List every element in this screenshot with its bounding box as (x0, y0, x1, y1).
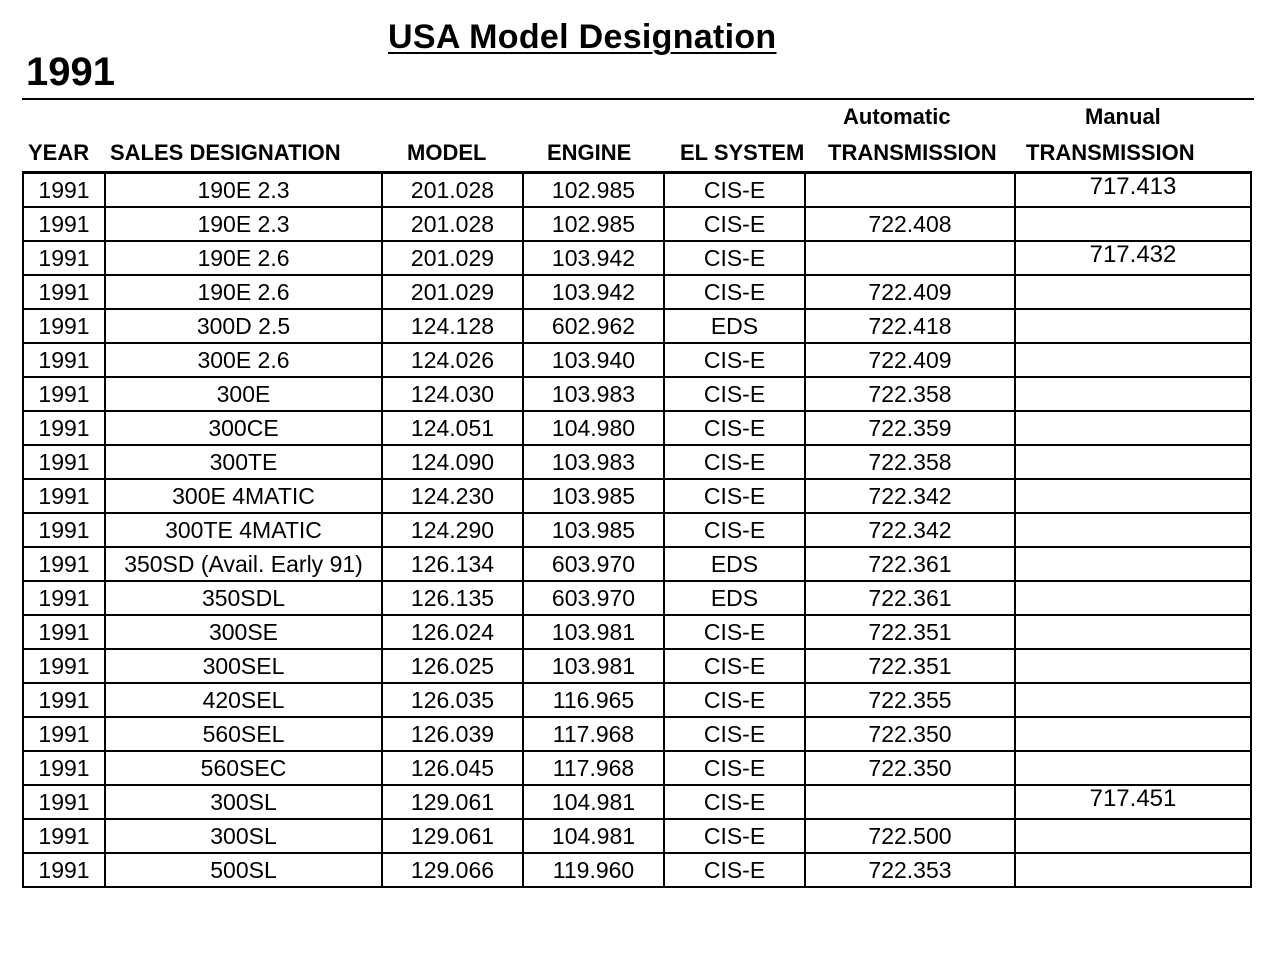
table-row (23, 615, 1251, 649)
cell-year: 1991 (23, 683, 105, 717)
cell-automatic-transmission: 722.342 (805, 479, 1015, 513)
cell-el-system: CIS-E (664, 615, 805, 649)
cell-engine: 104.981 (523, 819, 664, 853)
table-row (23, 683, 1251, 717)
table-row (23, 581, 1251, 615)
cell-el-system: CIS-E (664, 207, 805, 241)
table-row (23, 445, 1251, 479)
table-row (23, 173, 1251, 208)
cell-model: 126.135 (382, 581, 523, 615)
cell-manual-transmission (1015, 615, 1251, 649)
table-row (23, 309, 1251, 343)
cell-sales-designation: 350SD (Avail. Early 91) (105, 547, 382, 581)
cell-year: 1991 (23, 207, 105, 241)
cell-year: 1991 (23, 411, 105, 445)
column-header-el-system: EL SYSTEM (680, 140, 805, 165)
cell-automatic-transmission: 722.353 (805, 853, 1015, 887)
cell-model: 124.026 (382, 343, 523, 377)
cell-el-system: CIS-E (664, 853, 805, 887)
cell-manual-transmission (1015, 717, 1251, 751)
cell-model: 129.061 (382, 785, 523, 819)
cell-el-system: CIS-E (664, 683, 805, 717)
cell-year: 1991 (23, 309, 105, 343)
cell-automatic-transmission (805, 785, 1015, 819)
table-row (23, 275, 1251, 309)
cell-engine: 103.981 (523, 649, 664, 683)
cell-engine: 603.970 (523, 581, 664, 615)
table-row (23, 717, 1251, 751)
cell-el-system: CIS-E (664, 377, 805, 411)
cell-year: 1991 (23, 785, 105, 819)
cell-automatic-transmission: 722.342 (805, 513, 1015, 547)
cell-engine: 103.940 (523, 343, 664, 377)
cell-engine: 104.980 (523, 411, 664, 445)
cell-manual-transmission (1015, 581, 1251, 615)
cell-sales-designation: 500SL (105, 853, 382, 887)
cell-manual-transmission (1015, 751, 1251, 785)
cell-model: 124.090 (382, 445, 523, 479)
cell-sales-designation: 300SL (105, 785, 382, 819)
cell-year: 1991 (23, 445, 105, 479)
cell-manual-transmission (1015, 683, 1251, 717)
column-header-manual-line1: Manual (1085, 104, 1161, 129)
cell-el-system: CIS-E (664, 343, 805, 377)
cell-el-system: CIS-E (664, 717, 805, 751)
cell-year: 1991 (23, 853, 105, 887)
cell-manual-transmission (1015, 377, 1251, 411)
column-header-manual-line2: TRANSMISSION (1026, 140, 1195, 165)
model-designation-table (22, 171, 1252, 888)
cell-automatic-transmission: 722.409 (805, 343, 1015, 377)
cell-sales-designation: 190E 2.3 (105, 173, 382, 208)
cell-engine: 104.981 (523, 785, 664, 819)
cell-sales-designation: 300SE (105, 615, 382, 649)
cell-el-system: CIS-E (664, 479, 805, 513)
document-title: USA Model Designation (388, 18, 777, 56)
cell-sales-designation: 300CE (105, 411, 382, 445)
table-row (23, 241, 1251, 275)
table-row (23, 207, 1251, 241)
cell-el-system: EDS (664, 547, 805, 581)
cell-manual-transmission (1015, 513, 1251, 547)
cell-automatic-transmission: 722.355 (805, 683, 1015, 717)
cell-el-system: CIS-E (664, 785, 805, 819)
cell-automatic-transmission: 722.351 (805, 615, 1015, 649)
cell-automatic-transmission: 722.418 (805, 309, 1015, 343)
cell-model: 126.039 (382, 717, 523, 751)
cell-manual-transmission (1015, 207, 1251, 241)
cell-model: 129.066 (382, 853, 523, 887)
cell-engine: 103.983 (523, 377, 664, 411)
cell-el-system: CIS-E (664, 275, 805, 309)
cell-year: 1991 (23, 717, 105, 751)
header-divider (22, 98, 1254, 100)
table-row (23, 785, 1251, 819)
cell-el-system: EDS (664, 309, 805, 343)
cell-sales-designation: 300TE (105, 445, 382, 479)
cell-automatic-transmission: 722.358 (805, 377, 1015, 411)
cell-engine: 102.985 (523, 207, 664, 241)
cell-engine: 117.968 (523, 717, 664, 751)
cell-automatic-transmission: 722.359 (805, 411, 1015, 445)
cell-automatic-transmission: 722.350 (805, 751, 1015, 785)
cell-manual-transmission: 717.413 (1015, 173, 1251, 208)
cell-engine: 116.965 (523, 683, 664, 717)
cell-sales-designation: 350SDL (105, 581, 382, 615)
cell-manual-transmission (1015, 309, 1251, 343)
cell-year: 1991 (23, 547, 105, 581)
cell-sales-designation: 190E 2.6 (105, 275, 382, 309)
cell-el-system: CIS-E (664, 819, 805, 853)
cell-year: 1991 (23, 513, 105, 547)
cell-el-system: EDS (664, 581, 805, 615)
cell-year: 1991 (23, 479, 105, 513)
cell-year: 1991 (23, 275, 105, 309)
table-row (23, 513, 1251, 547)
table-row (23, 411, 1251, 445)
cell-model: 201.028 (382, 173, 523, 208)
cell-engine: 103.985 (523, 479, 664, 513)
cell-engine: 103.942 (523, 275, 664, 309)
table-row (23, 649, 1251, 683)
cell-el-system: CIS-E (664, 445, 805, 479)
cell-sales-designation: 300E (105, 377, 382, 411)
cell-year: 1991 (23, 819, 105, 853)
cell-model: 201.029 (382, 241, 523, 275)
cell-el-system: CIS-E (664, 241, 805, 275)
cell-model: 124.230 (382, 479, 523, 513)
cell-sales-designation: 560SEC (105, 751, 382, 785)
cell-sales-designation: 560SEL (105, 717, 382, 751)
cell-automatic-transmission: 722.351 (805, 649, 1015, 683)
cell-sales-designation: 300D 2.5 (105, 309, 382, 343)
cell-engine: 102.985 (523, 173, 664, 208)
cell-sales-designation: 300E 2.6 (105, 343, 382, 377)
column-header-year: YEAR (28, 140, 90, 165)
cell-automatic-transmission: 722.358 (805, 445, 1015, 479)
cell-el-system: CIS-E (664, 513, 805, 547)
cell-manual-transmission (1015, 343, 1251, 377)
column-header-automatic-line2: TRANSMISSION (828, 140, 997, 165)
cell-sales-designation: 190E 2.3 (105, 207, 382, 241)
cell-model: 126.035 (382, 683, 523, 717)
column-header-engine: ENGINE (547, 140, 632, 165)
cell-model: 201.028 (382, 207, 523, 241)
cell-model: 124.128 (382, 309, 523, 343)
cell-year: 1991 (23, 343, 105, 377)
table-body (23, 173, 1251, 888)
column-header-sales-designation: SALES DESIGNATION (110, 140, 341, 165)
cell-automatic-transmission: 722.350 (805, 717, 1015, 751)
cell-manual-transmission (1015, 275, 1251, 309)
cell-year: 1991 (23, 581, 105, 615)
cell-automatic-transmission (805, 173, 1015, 208)
cell-year: 1991 (23, 751, 105, 785)
cell-automatic-transmission: 722.361 (805, 547, 1015, 581)
cell-model: 124.051 (382, 411, 523, 445)
cell-el-system: CIS-E (664, 751, 805, 785)
table-row (23, 819, 1251, 853)
cell-engine: 103.983 (523, 445, 664, 479)
table-row (23, 547, 1251, 581)
cell-manual-transmission (1015, 479, 1251, 513)
table-row (23, 479, 1251, 513)
cell-model: 126.134 (382, 547, 523, 581)
cell-sales-designation: 300SL (105, 819, 382, 853)
cell-engine: 103.942 (523, 241, 664, 275)
cell-manual-transmission (1015, 445, 1251, 479)
cell-el-system: CIS-E (664, 173, 805, 208)
cell-manual-transmission: 717.451 (1015, 785, 1251, 819)
cell-year: 1991 (23, 173, 105, 208)
cell-engine: 603.970 (523, 547, 664, 581)
cell-model: 124.290 (382, 513, 523, 547)
cell-engine: 103.985 (523, 513, 664, 547)
cell-year: 1991 (23, 241, 105, 275)
cell-sales-designation: 300SEL (105, 649, 382, 683)
cell-model: 201.029 (382, 275, 523, 309)
cell-automatic-transmission: 722.408 (805, 207, 1015, 241)
cell-manual-transmission (1015, 547, 1251, 581)
cell-sales-designation: 300E 4MATIC (105, 479, 382, 513)
cell-sales-designation: 300TE 4MATIC (105, 513, 382, 547)
cell-engine: 103.981 (523, 615, 664, 649)
cell-automatic-transmission (805, 241, 1015, 275)
cell-manual-transmission (1015, 649, 1251, 683)
cell-engine: 117.968 (523, 751, 664, 785)
column-header-model: MODEL (407, 140, 487, 165)
table-row (23, 343, 1251, 377)
cell-automatic-transmission: 722.500 (805, 819, 1015, 853)
cell-model: 126.025 (382, 649, 523, 683)
cell-model: 126.045 (382, 751, 523, 785)
cell-year: 1991 (23, 615, 105, 649)
year-heading: 1991 (26, 50, 115, 94)
cell-automatic-transmission: 722.409 (805, 275, 1015, 309)
cell-year: 1991 (23, 377, 105, 411)
cell-year: 1991 (23, 649, 105, 683)
table-row (23, 751, 1251, 785)
table-row (23, 377, 1251, 411)
cell-automatic-transmission: 722.361 (805, 581, 1015, 615)
cell-manual-transmission (1015, 853, 1251, 887)
cell-engine: 602.962 (523, 309, 664, 343)
cell-model: 126.024 (382, 615, 523, 649)
cell-engine: 119.960 (523, 853, 664, 887)
cell-el-system: CIS-E (664, 649, 805, 683)
cell-manual-transmission (1015, 411, 1251, 445)
cell-model: 129.061 (382, 819, 523, 853)
column-header-automatic-line1: Automatic (843, 104, 951, 129)
cell-manual-transmission (1015, 819, 1251, 853)
cell-model: 124.030 (382, 377, 523, 411)
table-row (23, 853, 1251, 887)
cell-el-system: CIS-E (664, 411, 805, 445)
cell-sales-designation: 420SEL (105, 683, 382, 717)
cell-manual-transmission: 717.432 (1015, 241, 1251, 275)
cell-sales-designation: 190E 2.6 (105, 241, 382, 275)
